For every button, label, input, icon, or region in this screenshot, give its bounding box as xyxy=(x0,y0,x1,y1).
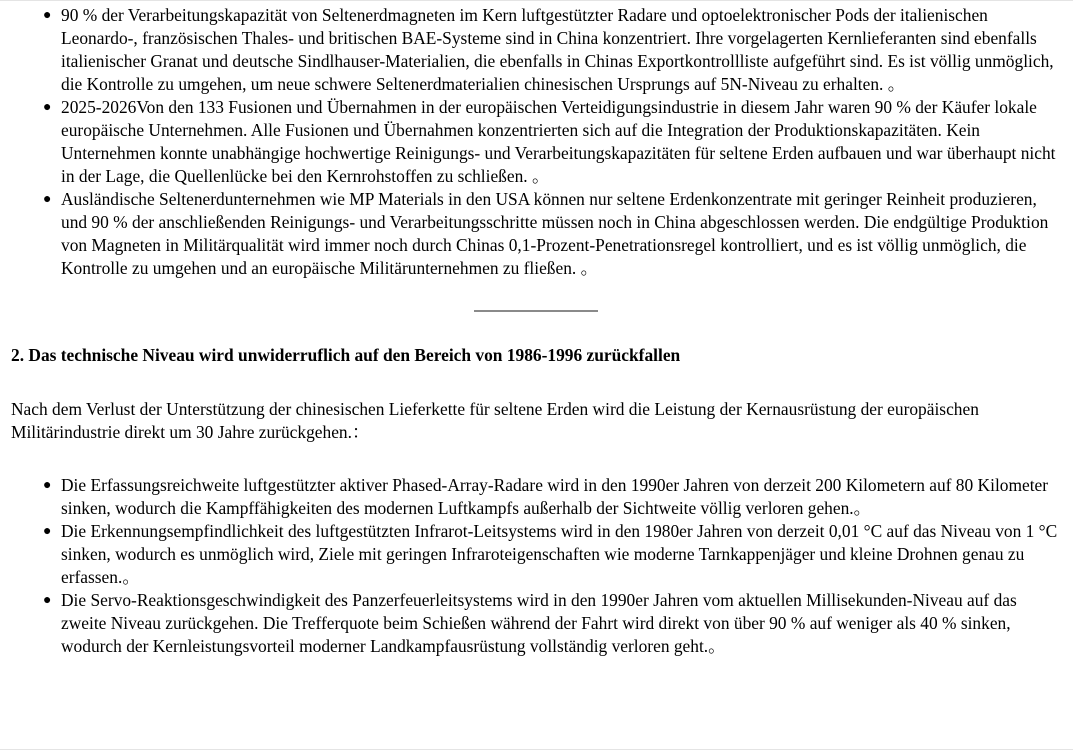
list-item-text: Die Erkennungsempfindlichkeit des luftgestützten Infrarot-Leitsystems wird in den 1980er Jahren von derzeit 0,01 °C auf das Niveau von 1 °C sinken, wodurch es unmöglich wird, Ziele mit geringen Infraroteigenschaften wie moderne Tarnkappenjäger und kleine Drohnen genau zu erfassen.。 xyxy=(61,521,1058,587)
bullet-icon: ● xyxy=(43,593,52,608)
list-item xyxy=(43,188,1063,280)
horizontal-divider xyxy=(474,310,598,312)
bullet-icon: ● xyxy=(43,8,52,23)
list-item-text: Die Servo-Reaktionsgeschwindigkeit des Panzerfeuerleitsystems wird in den 1990er Jahren vom aktuellen Millisekunden-Niveau auf das zweite Niveau zurückgehen. Die Trefferquote beim Schießen während der Fahrt wird direkt von über 90 % auf weniger als 40 % sinken, wodurch der Kernleistungsvorteil moderner Landkampfausrüstung vollständig verloren geht.。 xyxy=(61,590,1017,656)
list-item-text: 90 % der Verarbeitungskapazität von Seltenerdmagneten im Kern luftgestützter Radare und optoelektronischer Pods der italienischen Leonardo-, französischen Thales- und britischen BAE-Systeme sind in China konzentriert. Ihre vorgelagerten Kernlieferanten sind ebenfalls italienischer Granat und deutsche Sindlhauser-Materialien, die ebenfalls in Chinas Exportkontrollliste aufgeführt sind. Es ist völlig unmöglich, die Kontrolle zu umgehen, um neue schwere Seltenerdmaterialien chinesischen Ursprungs auf 5N-Niveau zu erhalten. 。 xyxy=(61,5,1054,94)
bullet-icon: ● xyxy=(43,192,52,207)
list-item xyxy=(43,4,1063,96)
list-item-text: Die Erfassungsreichweite luftgestützter aktiver Phased-Array-Radare wird in den 1990er Jahren von derzeit 200 Kilometern auf 80 Kilometer sinken, wodurch die Kampffähigkeiten des modernen Luftkampfs außerhalb der Sichtweite völlig verloren gehen.。 xyxy=(61,475,1049,518)
list-item-text: Ausländische Seltenerdunternehmen wie MP Materials in den USA können nur seltene Erdenkonzentrate mit geringer Reinheit produzieren, und 90 % der anschließenden Reinigungs- und Verarbeitungsschritte müssen noch in China abgeschlossen werden. Die endgültige Produktion von Magneten in Militärqualität wird immer noch durch Chinas 0,1-Prozent-Penetrationsregel kontrolliert, und es ist völlig unmöglich, die Kontrolle zu umgehen und an europäische Militärunternehmen zu fließen. 。 xyxy=(61,189,1049,278)
section-intro-paragraph: Nach dem Verlust der Unterstützung der chinesischen Lieferkette für seltene Erden wird die Leistung der Kernausrüstung der europäischen Militärindustrie direkt um 30 Jahre zurückgehen.： xyxy=(11,399,979,442)
bullet-icon: ● xyxy=(43,478,52,493)
bullet-icon: ● xyxy=(43,100,52,115)
list-item xyxy=(43,589,1063,658)
bullet-list-rare-earth-dependency xyxy=(11,4,1063,280)
section-heading: 2. Das technische Niveau wird unwiderruflich auf den Bereich von 1986-1996 zurückfallen xyxy=(11,345,681,365)
list-item xyxy=(43,520,1063,589)
document-content xyxy=(11,4,1063,658)
list-item-text: 2025-2026Von den 133 Fusionen und Übernahmen in der europäischen Verteidigungsindustrie in diesem Jahr waren 90 % der Käufer lokale europäische Unternehmen. Alle Fusionen und Übernahmen konzentrierten sich auf die Integration der Produktionskapazitäten. Kein Unternehmen konnte unabhängige hochwertige Reinigungs- und Verarbeitungskapazitäten für seltene Erden aufbauen und war überhaupt nicht in der Lage, die Quellenlücke bei den Kernrohstoffen zu schließen. 。 xyxy=(61,97,1056,186)
list-item xyxy=(43,96,1063,188)
bullet-list-technical-decline xyxy=(11,474,1063,658)
bullet-icon: ● xyxy=(43,524,52,539)
list-item xyxy=(43,474,1063,520)
